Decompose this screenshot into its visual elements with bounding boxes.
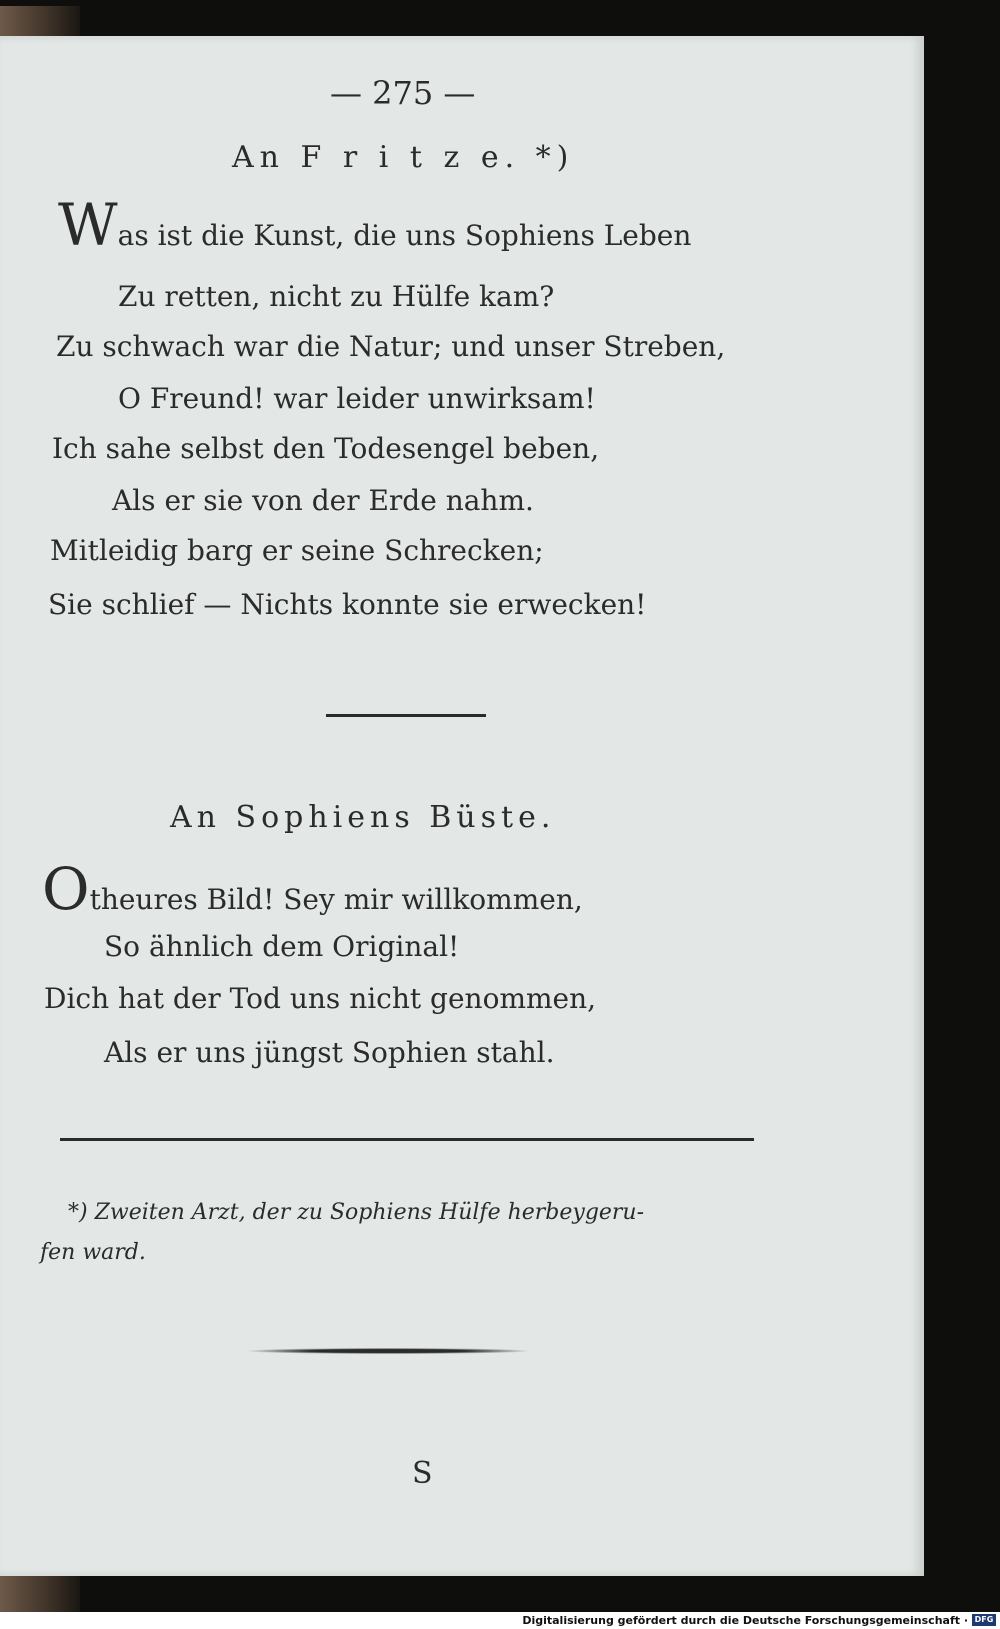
poem1-line-8: Sie schlief — Nichts konnte sie erwecken! (48, 588, 647, 621)
poem2-line-3: Dich hat der Tod uns nicht genommen, (44, 982, 597, 1015)
poem-title-an-sophiens-buste: An Sophiens Büste. (170, 800, 556, 835)
section-divider (326, 714, 486, 717)
poem2-line-4: Als er uns jüngst Sophien stahl. (104, 1036, 555, 1069)
poem1-line-4: O Freund! war leider unwirksam! (118, 382, 596, 415)
book-spine-top (0, 6, 80, 40)
poem2-line-2: So ähnlich dem Original! (104, 930, 460, 963)
book-spine-bottom (0, 1576, 80, 1612)
poem1-line-6: Als er sie von der Erde nahm. (112, 484, 534, 517)
poem1-line-1-text: as ist die Kunst, die uns Sophiens Leben (117, 219, 692, 252)
page-number: — 275 — (330, 74, 476, 112)
poem1-line-1 (58, 191, 692, 259)
poem1-line-7: Mitleidig barg er seine Schrecken; (50, 534, 544, 567)
digitization-credit: Digitalisierung gefördert durch die Deutsche Forschungsgemeinschaft · (522, 1614, 968, 1627)
poem2-dropcap: O (42, 855, 90, 923)
poem2-line-1 (42, 855, 583, 923)
end-ornament-rule (248, 1348, 528, 1354)
poem-title-an-fritze: An F r i t z e. *) (232, 140, 575, 175)
footnote-line-2: fen ward. (40, 1240, 146, 1265)
footnote-rule (60, 1138, 754, 1141)
poem1-dropcap: W (58, 191, 118, 259)
poem1-line-5: Ich sahe selbst den Todesengel beben, (52, 432, 600, 465)
dfg-logo: DFG (972, 1614, 996, 1626)
poem1-line-3: Zu schwach war die Natur; und unser Streben, (56, 330, 726, 363)
poem1-line-2: Zu retten, nicht zu Hülfe kam? (118, 280, 555, 313)
poem2-line-1-text: theures Bild! Sey mir willkommen, (89, 883, 583, 916)
signature-mark: S (412, 1456, 433, 1491)
footnote-line-1: *) Zweiten Arzt, der zu Sophiens Hülfe herbeygeru- (68, 1200, 645, 1225)
